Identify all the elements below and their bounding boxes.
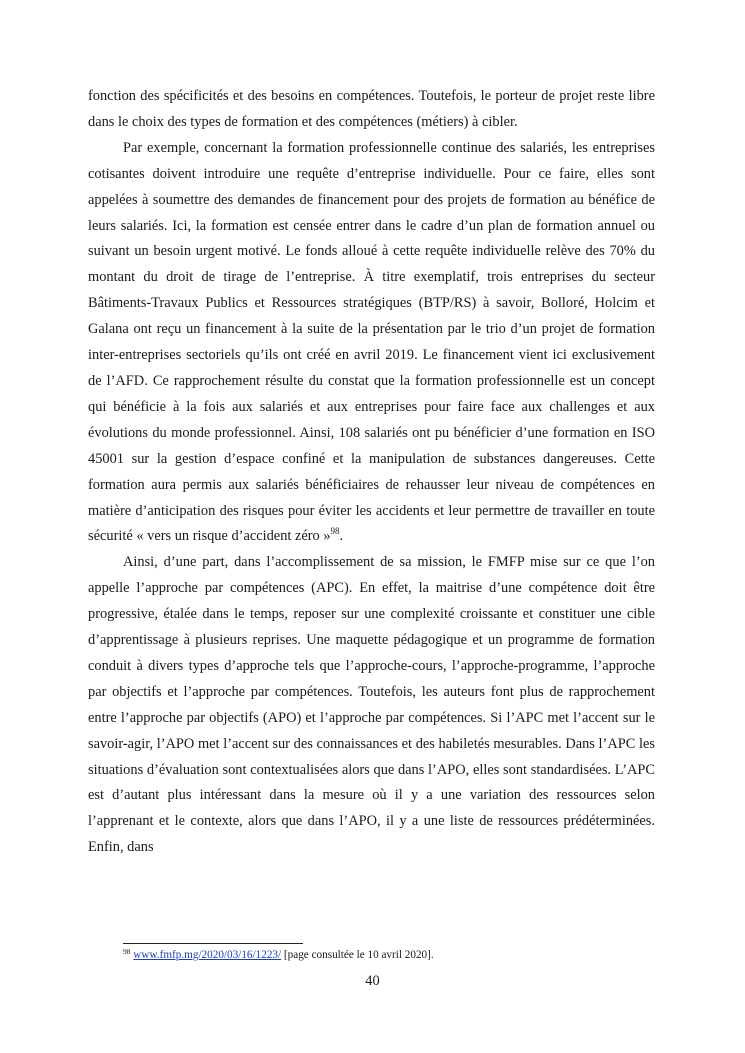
paragraph-example [88,136,655,551]
paragraph-3-text: Ainsi, d’une part, dans l’accomplissement de sa mission, le FMFP mise sur ce que l’on appelle l’approche par compétences (APC). En effet, la maitrise d’une compétence doit être progressive, étalée dans le temps, reposer sur une complexité croissante et constituer une cible d’apprentissage à plusieurs reprises. Une maquette pédagogique et un programme de formation conduit à divers types d’approche tels que l’approche-cours, l’approche-programme, l’approche par objectifs et l’approche par compétences. Toutefois, les auteurs font plus de rapprochement entre l’approche par objectifs (APO) et l’approche par compétences. Si l’APC met l’accent sur le savoir-agir, l’APO met l’accent sur des connaissances et des habiletés mesurables. Dans l’APC les situations d’évaluation sont contextualisées alors que dans l’APO, elles sont standardisées. L’APC est d’autant plus intéressant dans la mesure où il y a une variation des ressources selon l’apprenant et le contexte, alors que dans l’APO, il y a une liste de ressources prédéterminées. Enfin, dans [88,554,655,856]
page-number: 40 [365,973,380,989]
footnote-text: [page consultée le 10 avril 2020]. [281,949,434,961]
page-body [88,84,655,861]
paragraph-apc [88,550,655,861]
footnote-link[interactable]: www.fmfp.mg/2020/03/16/1223/ [133,949,282,961]
paragraph-2-text: Par exemple, concernant la formation professionnelle continue des salariés, les entreprises cotisantes doivent introduire une requête d’entreprise individuelle. Pour ce faire, elles sont appelées à soumettre des demandes de financement pour des projets de formation au bénéfice de leurs salariés. Ici, la formation est censée entrer dans le cadre d’un plan de formation annuel ou suivant un besoin urgent motivé. Le fonds alloué à cette requête individuelle relève des 70% du montant du droit de tirage de l’entreprise. À titre exemplatif, trois entreprises du secteur Bâtiments-Travaux Publics et Ressources stratégiques (BTP/RS) à savoir, Bolloré, Holcim et Galana ont reçu un financement à la suite de la présentation par le trio d’un projet de formation inter-entreprises sectoriels qu’ils ont créé en avril 2019. Le financement vient ici exclusivement de l’AFD. Ce rapprochement résulte du constat que la formation professionnelle est un concept qui bénéficie à la fois aux salariés et aux entreprises pour faire face aux challenges et aux évolutions du monde professionnel. Ainsi, 108 salariés ont pu bénéficier d’une formation en ISO 45001 sur la gestion d’espace confiné et la manipulation de substances dangereuses. Cette formation aura permis aux salariés bénéficiaires de rehausser leur niveau de compétences en matière d’anticipation des risques pour éviter les accidents et leur permettre de travailler en toute sécurité « vers un risque d’accident zéro » [88,139,655,545]
paragraph-1-text: fonction des spécificités et des besoins en compétences. Toutefois, le porteur de projet reste libre dans le choix des types de formation et des compétences (métiers) à cibler. [88,88,655,130]
footnote-separator [123,943,303,944]
paragraph-2-end: . [339,528,344,545]
footnote-number: 98 [123,947,131,956]
footnote-reference[interactable]: 98 [330,526,340,537]
paragraph-continuation [88,84,655,136]
footnote [123,948,663,962]
